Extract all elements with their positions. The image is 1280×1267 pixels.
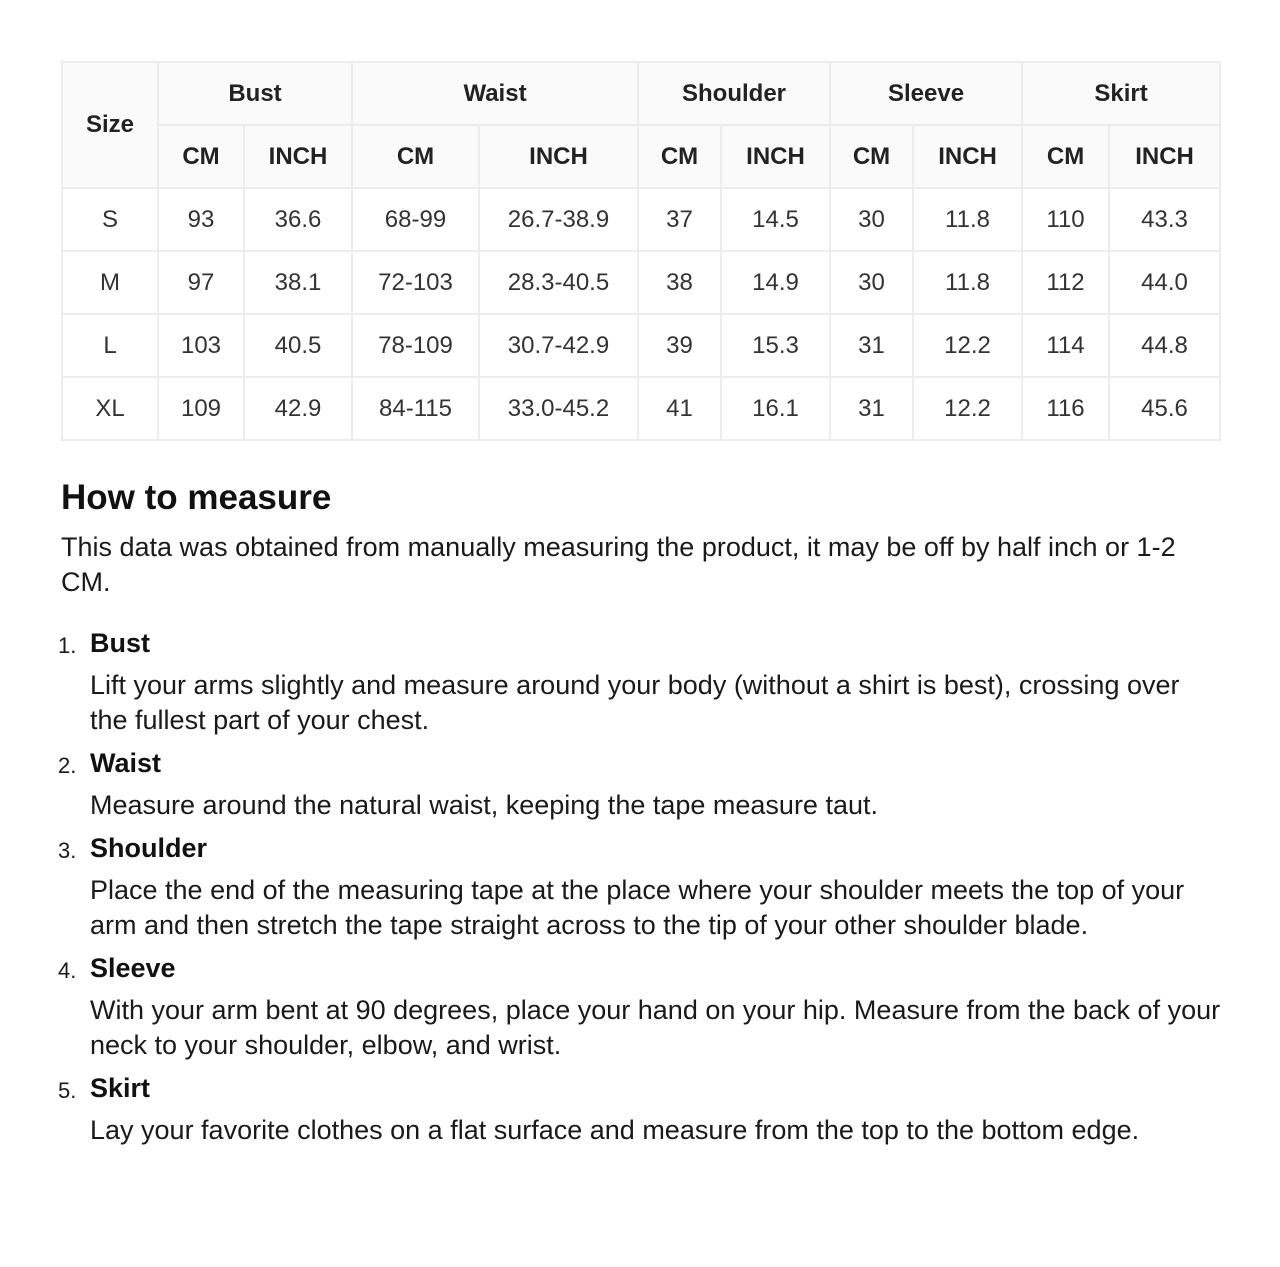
table-header-row-units — [62, 125, 1220, 188]
step-title: Waist — [90, 748, 162, 778]
table-cell: 38 — [638, 251, 721, 314]
step-shoulder — [58, 833, 1221, 943]
step-number: 2. — [58, 753, 77, 778]
table-cell: 43.3 — [1109, 188, 1220, 251]
step-sleeve — [58, 953, 1221, 1063]
table-cell: 103 — [158, 314, 244, 377]
bust-group-header: Bust — [158, 62, 352, 125]
shoulder-group-header: Shoulder — [638, 62, 830, 125]
sleeve-group-header: Sleeve — [830, 62, 1022, 125]
size-chart-table — [61, 61, 1221, 441]
waist-cm-header: CM — [352, 125, 479, 188]
table-row — [62, 251, 1220, 314]
table-cell: 37 — [638, 188, 721, 251]
section-title: How to measure — [61, 478, 332, 517]
table-cell: 72-103 — [352, 251, 479, 314]
step-description: Lift your arms slightly and measure around your body (without a shirt is best), crossing over the fullest part of your chest. — [90, 670, 1180, 735]
waist-inch-header: INCH — [479, 125, 638, 188]
step-description: Measure around the natural waist, keeping the tape measure taut. — [90, 790, 878, 820]
table-cell: 30 — [830, 188, 913, 251]
table-cell: 110 — [1022, 188, 1109, 251]
size-cell: XL — [62, 377, 158, 440]
step-title: Shoulder — [90, 833, 208, 863]
table-cell: 30 — [830, 251, 913, 314]
size-cell: M — [62, 251, 158, 314]
skirt-inch-header: INCH — [1109, 125, 1220, 188]
table-cell: 12.2 — [913, 314, 1022, 377]
size-cell: L — [62, 314, 158, 377]
shoulder-cm-header: CM — [638, 125, 721, 188]
table-cell: 114 — [1022, 314, 1109, 377]
table-row — [62, 314, 1220, 377]
size-column-header: Size — [62, 62, 158, 188]
how-to-measure-section — [58, 476, 1221, 1158]
sleeve-inch-header: INCH — [913, 125, 1022, 188]
table-cell: 112 — [1022, 251, 1109, 314]
table-row — [62, 377, 1220, 440]
step-number: 1. — [58, 633, 77, 658]
step-description: With your arm bent at 90 degrees, place your hand on your hip. Measure from the back of your neck to your shoulder, elbow, and wrist. — [90, 995, 1221, 1060]
table-cell: 68-99 — [352, 188, 479, 251]
table-cell: 93 — [158, 188, 244, 251]
table-cell: 15.3 — [721, 314, 830, 377]
table-cell: 109 — [158, 377, 244, 440]
measure-steps-list — [58, 628, 1221, 1148]
table-cell: 36.6 — [244, 188, 352, 251]
skirt-cm-header: CM — [1022, 125, 1109, 188]
table-cell: 44.8 — [1109, 314, 1220, 377]
table-cell: 84-115 — [352, 377, 479, 440]
step-number: 4. — [58, 958, 77, 983]
table-cell: 16.1 — [721, 377, 830, 440]
table-cell: 33.0-45.2 — [479, 377, 638, 440]
sleeve-cm-header: CM — [830, 125, 913, 188]
table-cell: 116 — [1022, 377, 1109, 440]
bust-cm-header: CM — [158, 125, 244, 188]
table-cell: 30.7-42.9 — [479, 314, 638, 377]
table-cell: 28.3-40.5 — [479, 251, 638, 314]
table-cell: 44.0 — [1109, 251, 1220, 314]
table-cell: 41 — [638, 377, 721, 440]
table-cell: 31 — [830, 377, 913, 440]
shoulder-inch-header: INCH — [721, 125, 830, 188]
table-cell: 45.6 — [1109, 377, 1220, 440]
step-bust — [58, 628, 1221, 738]
table-cell: 78-109 — [352, 314, 479, 377]
step-number: 5. — [58, 1078, 77, 1103]
table-cell: 11.8 — [913, 188, 1022, 251]
table-cell: 97 — [158, 251, 244, 314]
size-cell: S — [62, 188, 158, 251]
step-description: Place the end of the measuring tape at the place where your shoulder meets the top of your arm and then stretch the tape straight across to the tip of your other shoulder blade. — [90, 875, 1185, 940]
table-cell: 14.5 — [721, 188, 830, 251]
bust-inch-header: INCH — [244, 125, 352, 188]
table-cell: 31 — [830, 314, 913, 377]
table-cell: 39 — [638, 314, 721, 377]
skirt-group-header: Skirt — [1022, 62, 1220, 125]
waist-group-header: Waist — [352, 62, 638, 125]
step-title: Skirt — [90, 1073, 151, 1103]
step-skirt — [58, 1073, 1221, 1148]
table-cell: 11.8 — [913, 251, 1022, 314]
table-header-row-groups — [62, 62, 1220, 125]
table-cell: 42.9 — [244, 377, 352, 440]
step-waist — [58, 748, 1221, 823]
step-title: Sleeve — [90, 953, 176, 983]
table-cell: 14.9 — [721, 251, 830, 314]
table-row — [62, 188, 1220, 251]
step-description: Lay your favorite clothes on a flat surface and measure from the top to the bottom edge. — [90, 1115, 1140, 1145]
intro-text: This data was obtained from manually measuring the product, it may be off by half inch or 1-2 CM. — [61, 532, 1176, 597]
step-number: 3. — [58, 838, 77, 863]
step-title: Bust — [90, 628, 150, 658]
table-cell: 38.1 — [244, 251, 352, 314]
table-cell: 26.7-38.9 — [479, 188, 638, 251]
table-cell: 12.2 — [913, 377, 1022, 440]
table-cell: 40.5 — [244, 314, 352, 377]
